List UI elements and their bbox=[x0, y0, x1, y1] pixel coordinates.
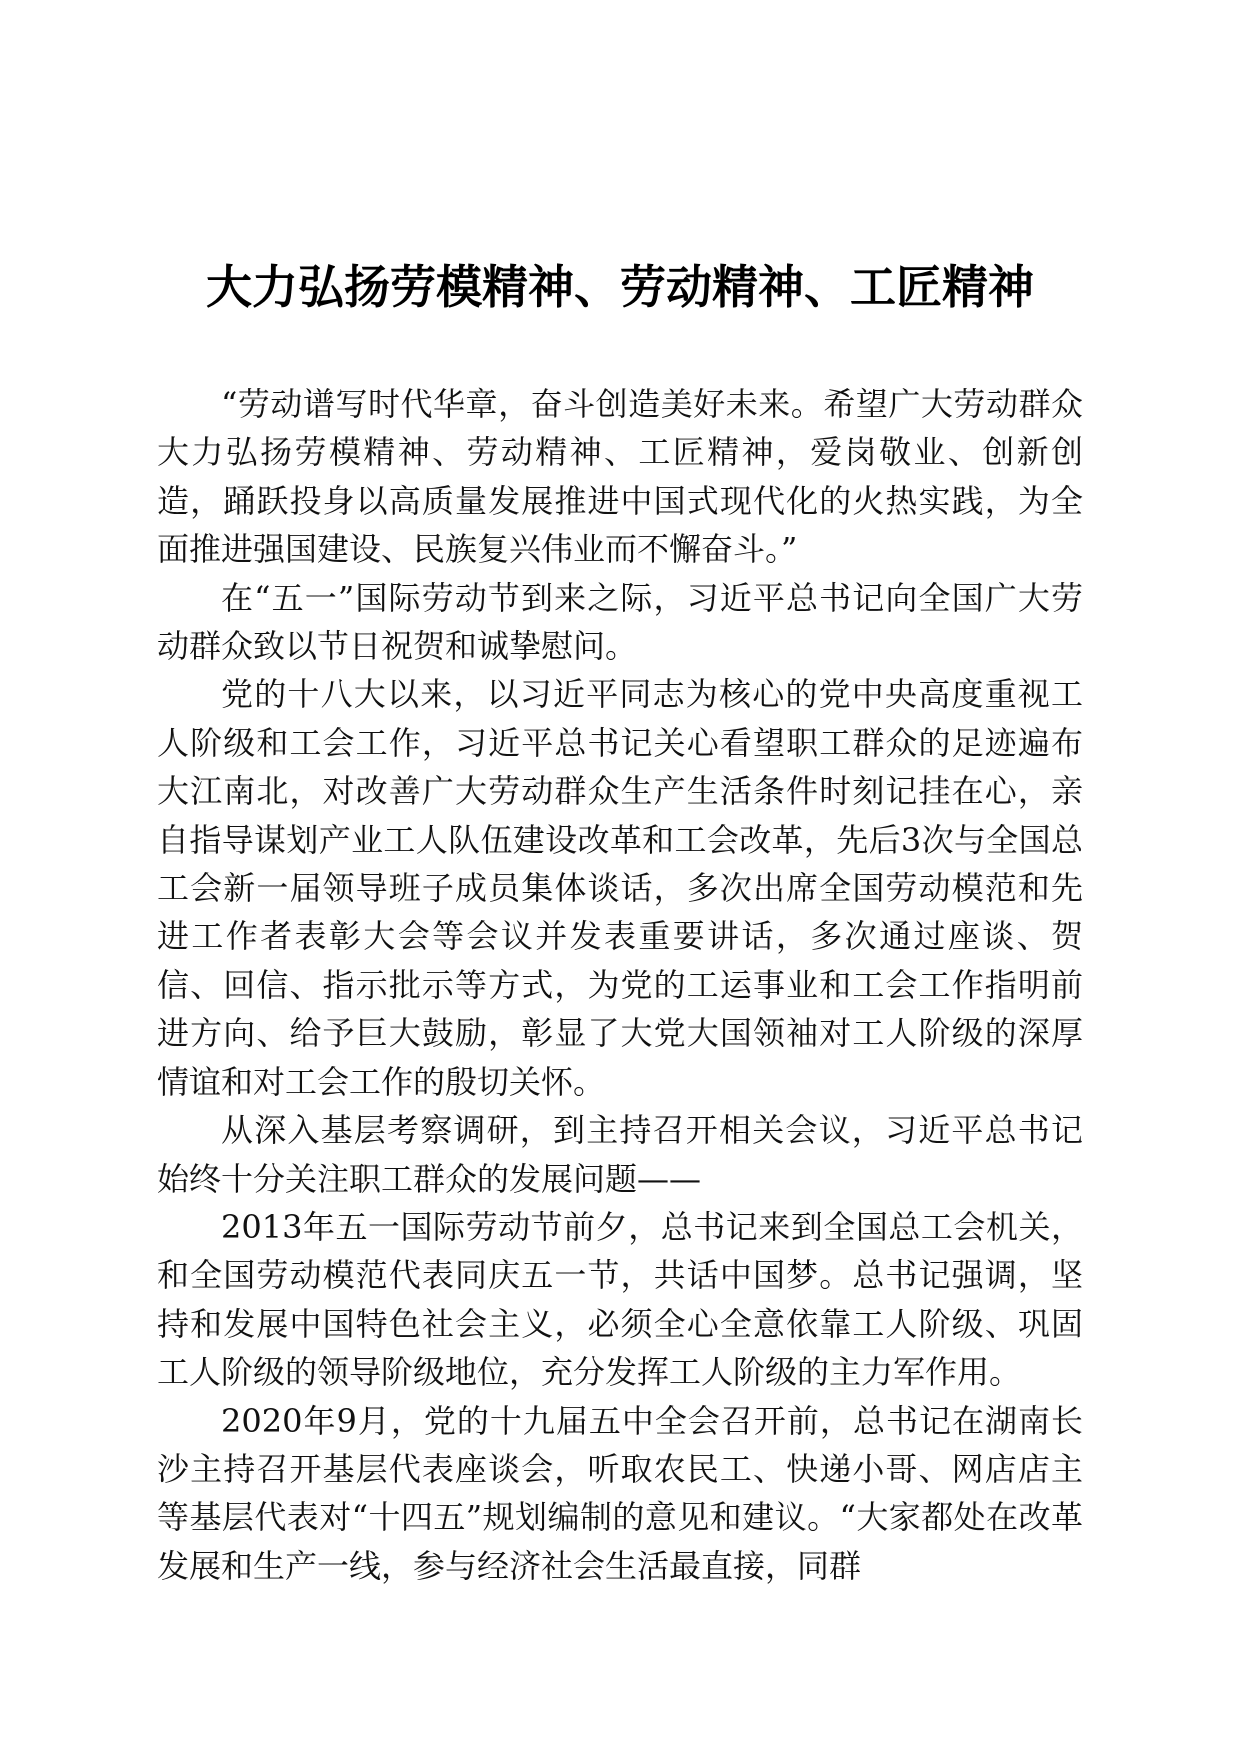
paragraph-since-18th-congress: 党的十八大以来，以习近平同志为核心的党中央高度重视工人阶级和工会工作，习近平总书记关心看望职工群众的足迹遍布大江南北，对改善广大劳动群众生产生活条件时刻记挂在心，亲自指导谋划产业工人队伍建设改革和工会改革，先后3次与全国总工会新一届领导班子成员集体谈话，多次出席全国劳动模范和先进工作者表彰大会等会议并发表重要讲话，多次通过座谈、贺信、回信、指示批示等方式，为党的工运事业和工会工作指明前进方向、给予巨大鼓励，彰显了大党大国领袖对工人阶级的深厚情谊和对工会工作的殷切关怀。 bbox=[157, 675, 1083, 1101]
paragraph-2020: 2020年9月，党的十九届五中全会召开前，总书记在湖南长沙主持召开基层代表座谈会，听取农民工、快递小哥、网店店主等基层代表对“十四五”规划编制的意见和建议。“大家都处在改革发展和生产一线，参与经济社会生活最直接，同群 bbox=[157, 1401, 1083, 1585]
paragraph-2013: 2013年五一国际劳动节前夕，总书记来到全国总工会机关，和全国劳动模范代表同庆五一节，共话中国梦。总书记强调，坚持和发展中国特色社会主义，必须全心全意依靠工人阶级、巩固工人阶级的领导阶级地位，充分发挥工人阶级的主力军作用。 bbox=[157, 1207, 1083, 1392]
paragraph-opening-quote: “劳动谱写时代华章，奋斗创造美好未来。希望广大劳动群众大力弘扬劳模精神、劳动精神、工匠精神，爱岗敬业、创新创造，踊跃投身以高质量发展推进中国式现代化的火热实践，为全面推进强国建设、民族复兴伟业而不懈奋斗。” bbox=[157, 385, 1083, 569]
document-title: 大力弘扬劳模精神、劳动精神、工匠精神 bbox=[206, 260, 1034, 314]
document-body bbox=[157, 380, 1083, 1590]
paragraph-greeting: 在“五一”国际劳动节到来之际，习近平总书记向全国广大劳动群众致以节日祝贺和诚挚慰问。 bbox=[157, 578, 1083, 666]
paragraph-grassroots-research: 从深入基层考察调研，到主持召开相关会议，习近平总书记始终十分关注职工群众的发展问题—— bbox=[157, 1111, 1083, 1198]
